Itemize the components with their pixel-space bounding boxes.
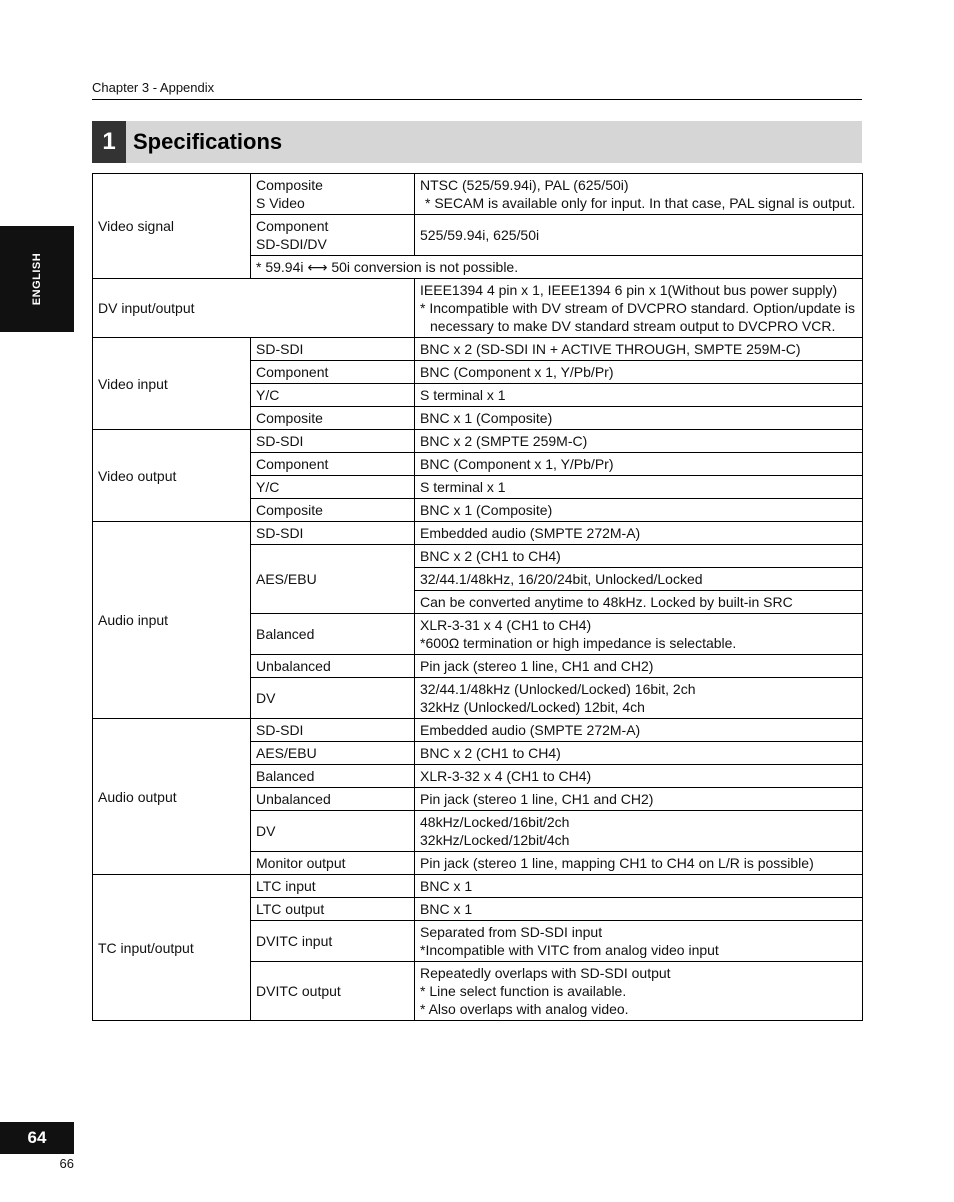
specifications-table (92, 173, 863, 1021)
subcategory-cell: LTC input (251, 875, 415, 898)
table-row (93, 338, 863, 361)
section-heading (92, 121, 862, 163)
subcategory-cell: AES/EBU (251, 545, 415, 614)
value-cell: XLR-3-32 x 4 (CH1 to CH4) (415, 765, 863, 788)
value-cell: Can be converted anytime to 48kHz. Locked by built-in SRC (415, 591, 863, 614)
table-row (93, 174, 863, 215)
value-cell: Pin jack (stereo 1 line, mapping CH1 to CH4 on L/R is possible) (415, 852, 863, 875)
page-sub-number: 66 (59, 1156, 74, 1171)
table-row (93, 522, 863, 545)
subcategory-cell: LTC output (251, 898, 415, 921)
value-cell: BNC x 1 (Composite) (415, 499, 863, 522)
table-row (93, 430, 863, 453)
value-note: * Incompatible with DV stream of DVCPRO standard. Option/update is necessary to make DV standard stream output to DVCPRO VCR. (420, 300, 855, 334)
category-cell: Video input (93, 338, 251, 430)
category-cell: Video signal (93, 174, 251, 279)
value-note: * Line select function is available. (420, 983, 627, 999)
value-cell: XLR-3-31 x 4 (CH1 to CH4) *600Ω termination or high impedance is selectable. (415, 614, 863, 655)
subcategory-cell: AES/EBU (251, 742, 415, 765)
value-cell: BNC (Component x 1, Y/Pb/Pr) (415, 361, 863, 384)
subcategory-cell: Component (251, 453, 415, 476)
subcategory-cell: Component SD-SDI/DV (251, 215, 415, 256)
value-cell: BNC x 2 (CH1 to CH4) (415, 545, 863, 568)
value-cell: 32/44.1/48kHz, 16/20/24bit, Unlocked/Locked (415, 568, 863, 591)
subcategory-cell: DVITC input (251, 921, 415, 962)
subcategory-cell: DV (251, 811, 415, 852)
category-cell: Audio input (93, 522, 251, 719)
subcategory-cell: Component (251, 361, 415, 384)
subcategory-cell: Balanced (251, 614, 415, 655)
subcategory-cell: SD-SDI (251, 522, 415, 545)
value-cell: 32/44.1/48kHz (Unlocked/Locked) 16bit, 2ch 32kHz (Unlocked/Locked) 12bit, 4ch (415, 678, 863, 719)
category-cell: Audio output (93, 719, 251, 875)
value-cell (415, 174, 863, 215)
note-cell: * 59.94i ⟷ 50i conversion is not possible. (251, 256, 863, 279)
subcategory-cell: Composite (251, 499, 415, 522)
category-cell: Video output (93, 430, 251, 522)
value-line: Repeatedly overlaps with SD-SDI output (420, 965, 671, 981)
subcategory-cell: SD-SDI (251, 338, 415, 361)
page-number: 64 (0, 1122, 74, 1154)
value-cell: BNC x 2 (CH1 to CH4) (415, 742, 863, 765)
value-cell: 48kHz/Locked/16bit/2ch 32kHz/Locked/12bit/4ch (415, 811, 863, 852)
subcategory-cell: Unbalanced (251, 655, 415, 678)
subcategory-cell: Composite S Video (251, 174, 415, 215)
value-cell: 525/59.94i, 625/50i (415, 215, 863, 256)
value-cell: BNC x 1 (415, 875, 863, 898)
subcategory-cell: Monitor output (251, 852, 415, 875)
subcategory-cell: Y/C (251, 384, 415, 407)
value-cell: Embedded audio (SMPTE 272M-A) (415, 719, 863, 742)
language-tab-label: ENGLISH (31, 252, 43, 306)
category-cell: DV input/output (93, 279, 415, 338)
value-cell: Separated from SD-SDI input *Incompatible with VITC from analog video input (415, 921, 863, 962)
value-cell: BNC x 1 (415, 898, 863, 921)
subcategory-cell: Composite (251, 407, 415, 430)
subcategory-cell: Unbalanced (251, 788, 415, 811)
category-cell: TC input/output (93, 875, 251, 1021)
subcategory-cell: Balanced (251, 765, 415, 788)
subcategory-cell: SD-SDI (251, 430, 415, 453)
table-row (93, 875, 863, 898)
language-tab (0, 226, 74, 332)
value-cell (415, 962, 863, 1021)
section-number: 1 (92, 121, 126, 163)
subcategory-cell: SD-SDI (251, 719, 415, 742)
subcategory-cell: Y/C (251, 476, 415, 499)
value-line: IEEE1394 4 pin x 1, IEEE1394 6 pin x 1(Without bus power supply) (420, 282, 838, 298)
value-cell: Embedded audio (SMPTE 272M-A) (415, 522, 863, 545)
value-cell (415, 279, 863, 338)
value-note: * Also overlaps with analog video. (420, 1001, 629, 1017)
value-cell: BNC (Component x 1, Y/Pb/Pr) (415, 453, 863, 476)
value-cell: BNC x 2 (SMPTE 259M-C) (415, 430, 863, 453)
value-cell: BNC x 1 (Composite) (415, 407, 863, 430)
value-note: * SECAM is available only for input. In that case, PAL signal is output. (425, 195, 856, 211)
table-row (93, 719, 863, 742)
subcategory-cell: DVITC output (251, 962, 415, 1021)
value-cell: S terminal x 1 (415, 476, 863, 499)
chapter-header: Chapter 3 - Appendix (92, 80, 862, 100)
value-cell: S terminal x 1 (415, 384, 863, 407)
value-cell: Pin jack (stereo 1 line, CH1 and CH2) (415, 655, 863, 678)
section-title: Specifications (133, 129, 283, 154)
value-cell: BNC x 2 (SD-SDI IN + ACTIVE THROUGH, SMPTE 259M-C) (415, 338, 863, 361)
value-cell: Pin jack (stereo 1 line, CH1 and CH2) (415, 788, 863, 811)
value-line: NTSC (525/59.94i), PAL (625/50i) (420, 177, 629, 193)
table-row (93, 279, 863, 338)
subcategory-cell: DV (251, 678, 415, 719)
